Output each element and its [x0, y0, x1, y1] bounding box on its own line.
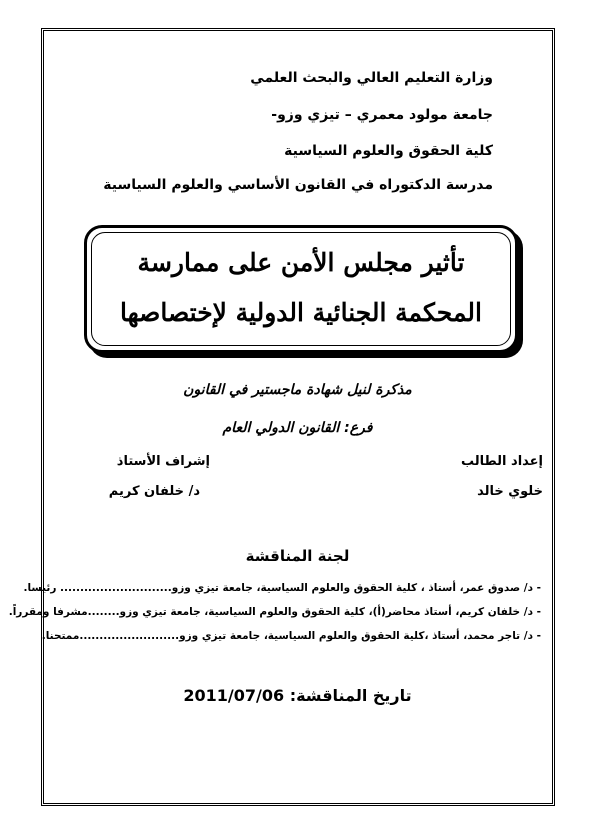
ministry-line: وزارة التعليم العالي والبحث العلمي: [250, 70, 493, 86]
defense-date-value: 2011/07/06: [183, 686, 285, 705]
committee-title: لجنة المناقشة: [245, 547, 350, 565]
defense-date: [0, 686, 595, 705]
supervisor-name: د/ خلفان كريم: [108, 484, 200, 499]
thesis-title-line-1: تأثير مجلس الأمن على ممارسة: [137, 248, 465, 277]
defense-date-label: تاريخ المناقشة:: [289, 686, 412, 705]
thesis-title-box: [84, 225, 518, 353]
degree-branch: فرع: القانون الدولي العام: [222, 420, 373, 436]
committee-member: - د/ خلفان كريم، أستاذ محاضر(أ)، كلية الحقوق والعلوم السياسية، جامعة تيزي وزو........مشرفا ومقرراً.: [8, 606, 541, 618]
faculty-line: كلية الحقوق والعلوم السياسية: [284, 143, 493, 159]
thesis-title-line-2: المحكمة الجنائية الدولية لإختصاصها: [120, 298, 482, 327]
committee-member: - د/ تاجر محمد، أستاذ ،كلية الحقوق والعلوم السياسية، جامعة تيزي وزو.........................ممتحنا.: [41, 630, 541, 642]
student-name: خلوي خالد: [477, 484, 543, 499]
supervisor-label: إشراف الأستاذ: [116, 454, 210, 469]
student-label: إعداد الطالب: [460, 454, 543, 469]
university-line: جامعة مولود معمري – تيزي وزو-: [271, 107, 493, 123]
doctoral-school-line: مدرسة الدكتوراه في القانون الأساسي والعلوم السياسية: [103, 177, 493, 193]
degree-text: مذكرة لنيل شهادة ماجستير في القانون: [183, 382, 412, 398]
committee-member: - د/ صدوق عمر، أستاذ ، كلية الحقوق والعلوم السياسية، جامعة تيزي وزو............................ رئيسا.: [23, 582, 541, 594]
